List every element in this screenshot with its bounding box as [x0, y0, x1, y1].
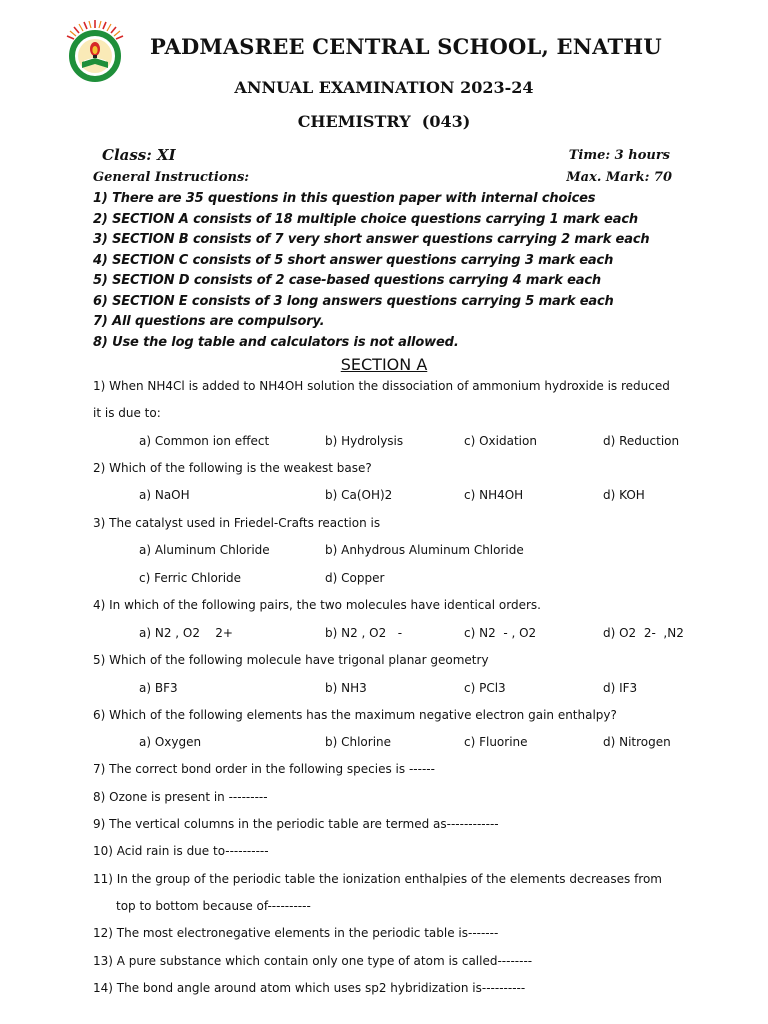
question-6-option-b: b) Chlorine	[325, 735, 392, 749]
time-label: Time: 3 hours	[568, 148, 670, 163]
question-11-continuation: top to bottom because of----------	[116, 899, 311, 913]
school-name: PADMASREE CENTRAL SCHOOL, ENATHU	[150, 34, 662, 59]
instruction-item: 8) Use the log table and calculators is not allowed.	[93, 334, 459, 350]
instruction-item: 3) SECTION B consists of 7 very short answer questions carrying 2 mark each	[93, 232, 650, 247]
question-2-option-a: a) NaOH	[139, 488, 190, 502]
question-3-option-d: d) Copper	[325, 571, 385, 585]
question-6-text: 6) Which of the following elements has the maximum negative electron gain enthalpy?	[93, 708, 617, 722]
question-4-text: 4) In which of the following pairs, the two molecules have identical orders.	[93, 598, 541, 612]
question-13-text: 13) A pure substance which contain only one type of atom is called--------	[93, 954, 533, 968]
question-5-option-d: d) IF3	[603, 681, 638, 695]
question-9-text: 9) The vertical columns in the periodic table are termed as------------	[93, 817, 499, 831]
question-5-option-a: a) BF3	[139, 681, 178, 695]
instruction-item: 6) SECTION E consists of 3 long answers questions carrying 5 mark each	[93, 293, 614, 309]
question-1-continuation: it is due to:	[93, 406, 161, 420]
question-3-option-b: b) Anhydrous Aluminum Chloride	[325, 543, 524, 557]
question-12-text: 12) The most electronegative elements in the periodic table is-------	[93, 926, 499, 940]
instruction-item: 4) SECTION C consists of 5 short answer questions carrying 3 mark each	[93, 252, 614, 268]
school-logo	[62, 18, 128, 84]
instruction-item: 5) SECTION D consists of 2 case-based questions carrying 4 mark each	[93, 273, 602, 288]
question-6-option-c: c) Fluorine	[464, 735, 528, 749]
instruction-item: 7) All questions are compulsory.	[93, 314, 325, 329]
question-2-option-d: d) KOH	[603, 488, 645, 502]
question-5-text: 5) Which of the following molecule have trigonal planar geometry	[93, 653, 489, 667]
instructions-list	[93, 189, 650, 353]
max-mark-label: Max. Mark: 70	[566, 170, 672, 185]
question-5-option-c: c) PCl3	[464, 681, 506, 695]
question-1-option-d: d) Reduction	[603, 434, 680, 448]
question-4-option-c: c) N2 - , O2	[464, 626, 537, 640]
question-3-text: 3) The catalyst used in Friedel-Crafts reaction is	[93, 516, 381, 530]
instruction-item: 1) There are 35 questions in this question paper with internal choices	[93, 191, 596, 206]
question-1-option-b: b) Hydrolysis	[325, 434, 404, 448]
question-2-option-b: b) Ca(OH)2	[325, 488, 393, 502]
general-instructions-heading: General Instructions:	[93, 170, 250, 185]
question-8-text: 8) Ozone is present in ---------	[93, 790, 268, 804]
exam-title: ANNUAL EXAMINATION 2023-24	[234, 78, 534, 97]
question-14-text: 14) The bond angle around atom which uses sp2 hybridization is----------	[93, 981, 526, 995]
question-3-option-a: a) Aluminum Chloride	[139, 543, 270, 557]
question-4-option-b: b) N2 , O2 -	[325, 626, 403, 640]
question-5-option-b: b) NH3	[325, 681, 367, 695]
question-10-text: 10) Acid rain is due to----------	[93, 844, 269, 858]
question-6-option-d: d) Nitrogen	[603, 735, 671, 749]
subject-title: CHEMISTRY (043)	[297, 112, 471, 131]
question-2-text: 2) Which of the following is the weakest base?	[93, 461, 372, 475]
question-4-option-d: d) O2 2- ,N2	[603, 626, 684, 640]
question-1-text: 1) When NH4Cl is added to NH4OH solution the dissociation of ammonium hydroxide is reduced	[93, 379, 670, 393]
section-a-heading: SECTION A	[340, 355, 428, 374]
class-label: Class: XI	[102, 146, 176, 164]
instruction-item: 2) SECTION A consists of 18 multiple choice questions carrying 1 mark each	[93, 211, 638, 227]
question-3-option-c: c) Ferric Chloride	[139, 571, 242, 585]
question-6-option-a: a) Oxygen	[139, 735, 202, 749]
question-7-text: 7) The correct bond order in the following species is ------	[93, 762, 435, 776]
question-1-option-c: c) Oxidation	[464, 434, 537, 448]
question-2-option-c: c) NH4OH	[464, 488, 524, 502]
question-4-option-a: a) N2 , O2 2+	[139, 626, 233, 640]
question-11-text: 11) In the group of the periodic table the ionization enthalpies of the elements decreases from	[93, 872, 662, 886]
question-1-option-a: a) Common ion effect	[139, 434, 270, 448]
